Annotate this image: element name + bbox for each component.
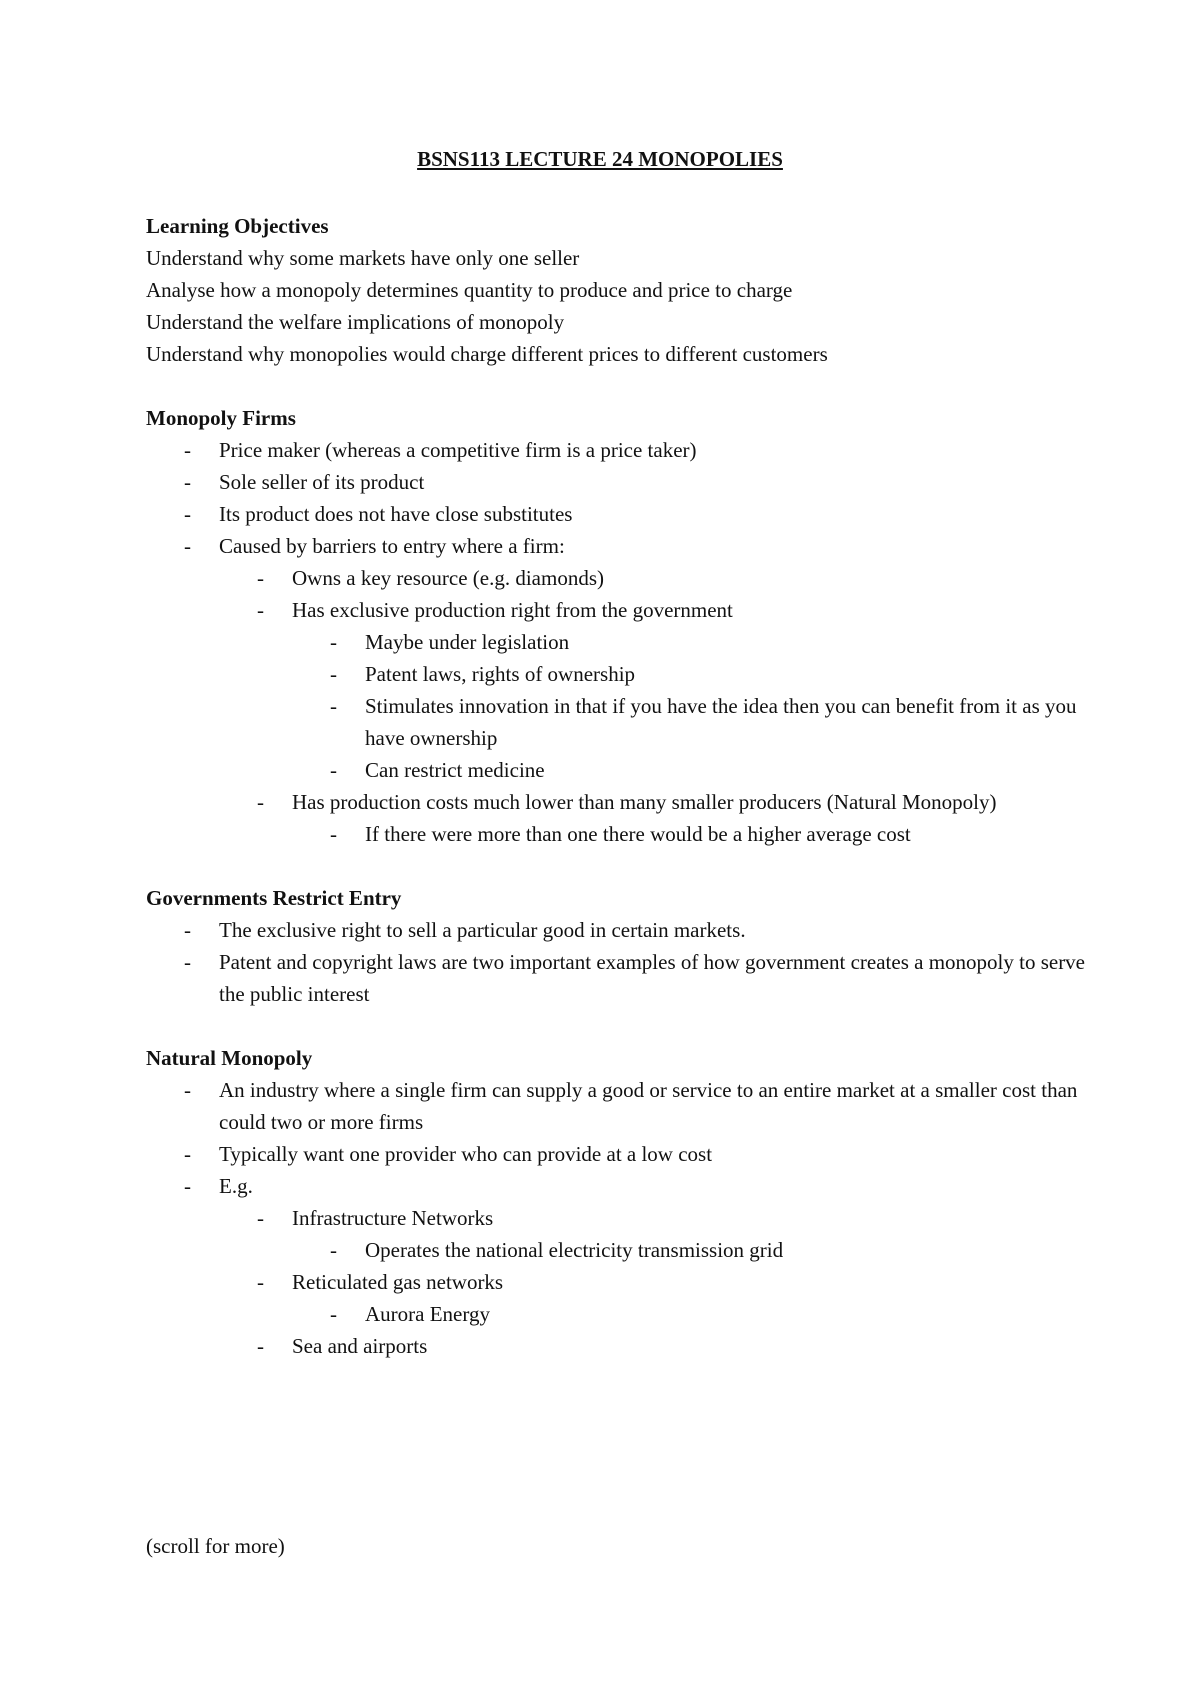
document-title: BSNS113 LECTURE 24 MONOPOLIES: [417, 147, 783, 171]
bullet-dash: -: [184, 1174, 191, 1198]
list-item: [146, 658, 1086, 690]
bullet-dash: -: [184, 502, 191, 526]
list-item: [146, 1330, 1086, 1362]
objective-line: Analyse how a monopoly determines quantity to produce and price to charge: [146, 278, 793, 302]
list-item: [146, 626, 1086, 658]
list-item-text: Price maker (whereas a competitive firm is a price taker): [219, 438, 697, 462]
list-item: [146, 466, 1086, 498]
bullet-dash: -: [257, 1334, 264, 1358]
scroll-for-more-note: (scroll for more): [146, 1534, 285, 1558]
bullet-dash: -: [184, 918, 191, 942]
list-item-text: Can restrict medicine: [365, 758, 545, 782]
list-item-text: Has exclusive production right from the government: [292, 598, 733, 622]
list-item-text: Caused by barriers to entry where a firm:: [219, 534, 565, 558]
list-item: [146, 914, 1086, 946]
list-item-text: Sole seller of its product: [219, 470, 425, 494]
monopoly-firms-heading: Monopoly Firms: [146, 406, 296, 430]
objective-line: Understand the welfare implications of monopoly: [146, 310, 565, 334]
list-item: [146, 690, 1086, 754]
list-item: [146, 754, 1086, 786]
list-item: [146, 1266, 1086, 1298]
list-item-text: E.g.: [219, 1174, 253, 1198]
list-item-text: Sea and airports: [292, 1334, 428, 1358]
bullet-dash: -: [184, 470, 191, 494]
bullet-dash: -: [257, 566, 264, 590]
objective-line: Understand why monopolies would charge different prices to different customers: [146, 342, 828, 366]
document-body: [146, 210, 1086, 1362]
spacer: [146, 370, 1086, 402]
list-item-text: Typically want one provider who can provide at a low cost: [219, 1142, 713, 1166]
list-item-text: Patent and copyright laws are two important examples of how government creates a monopoly to serve the public interest: [219, 950, 1086, 1006]
list-item: [146, 1298, 1086, 1330]
bullet-dash: -: [330, 630, 337, 654]
bullet-dash: -: [257, 598, 264, 622]
list-item: [146, 530, 1086, 562]
bullet-dash: -: [184, 534, 191, 558]
bullet-dash: -: [257, 1270, 264, 1294]
list-item-text: Reticulated gas networks: [292, 1270, 504, 1294]
list-item: [146, 434, 1086, 466]
learning-objectives-heading: Learning Objectives: [146, 214, 329, 238]
list-item-text: The exclusive right to sell a particular good in certain markets.: [219, 918, 746, 942]
list-item-text: If there were more than one there would be a higher average cost: [365, 822, 911, 846]
list-item: [146, 498, 1086, 530]
list-item-text: An industry where a single firm can supply a good or service to an entire market at a smaller cost than could two or more firms: [219, 1078, 1078, 1134]
bullet-dash: -: [184, 1078, 191, 1102]
list-item: [146, 594, 1086, 626]
bullet-dash: -: [330, 758, 337, 782]
list-item-text: Owns a key resource (e.g. diamonds): [292, 566, 604, 590]
natural-monopoly-heading: Natural Monopoly: [146, 1046, 313, 1070]
list-item-text: Patent laws, rights of ownership: [365, 662, 636, 686]
governments-restrict-entry-heading: Governments Restrict Entry: [146, 886, 402, 910]
spacer: [146, 1010, 1086, 1042]
bullet-dash: -: [330, 822, 337, 846]
list-item-text: Stimulates innovation in that if you have the idea then you can benefit from it as you have ownership: [365, 694, 1077, 750]
spacer: [146, 850, 1086, 882]
list-item: [146, 786, 1086, 818]
list-item: [146, 1202, 1086, 1234]
list-item-text: Its product does not have close substitutes: [219, 502, 573, 526]
list-item: [146, 1170, 1086, 1202]
list-item: [146, 1074, 1086, 1138]
list-item: [146, 1234, 1086, 1266]
list-item-text: Operates the national electricity transmission grid: [365, 1238, 784, 1262]
bullet-dash: -: [330, 694, 337, 718]
list-item-text: Aurora Energy: [365, 1302, 490, 1326]
list-item-text: Has production costs much lower than many smaller producers (Natural Monopoly): [292, 790, 997, 814]
list-item: [146, 946, 1086, 1010]
list-item: [146, 1138, 1086, 1170]
bullet-dash: -: [184, 950, 191, 974]
bullet-dash: -: [184, 438, 191, 462]
bullet-dash: -: [330, 1238, 337, 1262]
list-item-text: Infrastructure Networks: [292, 1206, 494, 1230]
list-item: [146, 818, 1086, 850]
bullet-dash: -: [184, 1142, 191, 1166]
bullet-dash: -: [257, 790, 264, 814]
bullet-dash: -: [257, 1206, 264, 1230]
objective-line: Understand why some markets have only one seller: [146, 246, 580, 270]
list-item: [146, 562, 1086, 594]
list-item-text: Maybe under legislation: [365, 630, 570, 654]
bullet-dash: -: [330, 1302, 337, 1326]
bullet-dash: -: [330, 662, 337, 686]
